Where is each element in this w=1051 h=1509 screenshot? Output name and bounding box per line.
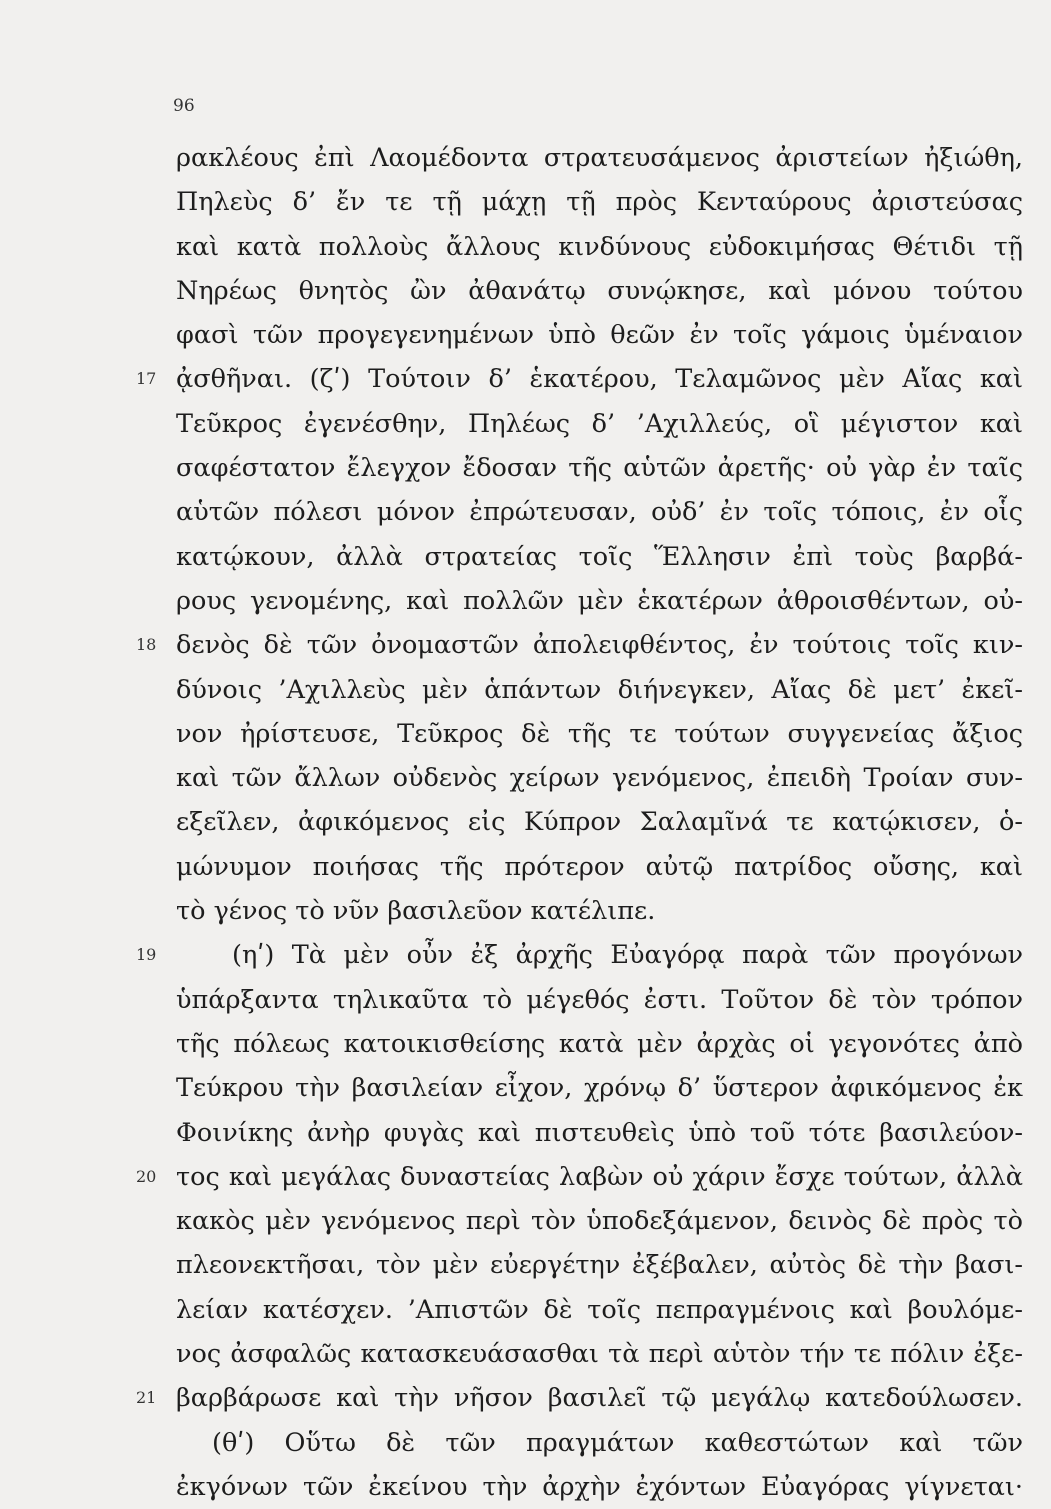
page-number: 96 (173, 96, 195, 116)
line-text: τος καὶ μεγάλας δυναστείας λαβὼν οὐ χάριν ἔσχε τούτων, ἀλλὰ (176, 1161, 1023, 1192)
text-line (176, 402, 1023, 446)
text-line (176, 1288, 1023, 1332)
line-text: ρακλέους ἐπὶ Λαομέδοντα στρατευσάμενος ἀριστείων ἠξιώθη, (176, 143, 1023, 173)
text-line (176, 1243, 1023, 1287)
text-line (176, 180, 1023, 224)
line-text: ᾀσθῆναι. (ζʹ) Τούτοιν δ’ ἑκατέρου, Τελαμῶνος μὲν Αἴας καὶ (176, 364, 1023, 395)
text-line (176, 1199, 1023, 1243)
text-line (176, 490, 1023, 534)
line-text: δενὸς δὲ τῶν ὀνομαστῶν ἀπολειφθέντος, ἐν τούτοις τοῖς κιν- (176, 630, 1023, 661)
line-text: νος ἀσφαλῶς κατασκευάσασθαι τὰ περὶ αὑτὸν τήν τε πόλιν ἐξε- (176, 1339, 1023, 1370)
text-line (176, 978, 1023, 1022)
section-marker: 21 (136, 1388, 157, 1408)
line-text: αὑτῶν πόλεσι μόνον ἐπρώτευσαν, οὐδ’ ἐν τοῖς τόποις, ἐν οἷς (176, 497, 1023, 528)
line-text: Φοινίκης ἀνὴρ φυγὰς καὶ πιστευθεὶς ὑπὸ τοῦ τότε βασιλεύον- (176, 1117, 1023, 1148)
text-line (176, 136, 1023, 180)
section-marker: 18 (136, 635, 157, 655)
line-text: πλεονεκτῆσαι, τὸν μὲν εὐεργέτην ἐξέβαλεν, αὐτὸς δὲ τὴν βασι- (176, 1250, 1023, 1281)
line-text: εξεῖλεν, ἀφικόμενος εἰς Κύπρον Σαλαμῖνά τε κατῴκισεν, ὁ- (176, 807, 1023, 838)
line-text: ἐκγόνων τῶν ἐκείνου τὴν ἀρχὴν ἐχόντων Εὐαγόρας γίγνεται· (176, 1471, 1023, 1502)
text-line (176, 1332, 1023, 1376)
line-text: καὶ κατὰ πολλοὺς ἄλλους κινδύνους εὐδοκιμήσας Θέτιδι τῇ (176, 231, 1023, 262)
text-line (176, 1066, 1023, 1110)
line-text: τῆς πόλεως κατοικισθείσης κατὰ μὲν ἀρχὰς οἱ γεγονότες ἀπὸ (176, 1028, 1023, 1059)
text-line (176, 269, 1023, 313)
text-line (136, 357, 1023, 401)
line-text: μώνυμον ποιήσας τῆς πρότερον αὐτῷ πατρίδος οὔσης, καὶ (176, 851, 1023, 882)
line-text: ὑπάρξαντα τηλικαῦτα τὸ μέγεθός ἐστι. Τοῦτον δὲ τὸν τρόπον (176, 984, 1023, 1015)
line-text: νον ἠρίστευσε, Τεῦκρος δὲ τῆς τε τούτων συγγενείας ἄξιος (176, 718, 1023, 749)
text-line (176, 1465, 1023, 1509)
line-text: κατῴκουν, ἀλλὰ στρατείας τοῖς Ἕλλησιν ἐπὶ τοὺς βαρβά- (176, 541, 1023, 572)
line-text: Τεύκρου τὴν βασιλείαν εἶχον, χρόνῳ δ’ ὕστερον ἀφικόμενος ἐκ (176, 1073, 1023, 1104)
text-line (176, 1421, 1023, 1465)
text-line (176, 712, 1023, 756)
line-text: βαρβάρωσε καὶ τὴν νῆσον βασιλεῖ τῷ μεγάλῳ κατεδούλωσεν. (176, 1383, 1023, 1414)
line-text: δύνοις ’Αχιλλεὺς μὲν ἁπάντων διήνεγκεν, Αἴας δὲ μετ’ ἐκεῖ- (176, 674, 1023, 705)
section-marker: 19 (136, 945, 157, 965)
text-line (176, 535, 1023, 579)
line-text: Τεῦκρος ἐγενέσθην, Πηλέως δ’ ’Αχιλλεύς, οἳ μέγιστον καὶ (176, 408, 1023, 439)
line-text: φασὶ τῶν προγεγενημένων ὑπὸ θεῶν ἐν τοῖς γάμοις ὑμέναιον (176, 320, 1023, 351)
text-body (136, 136, 1023, 1509)
text-line (176, 889, 1023, 933)
line-text: καὶ τῶν ἄλλων οὐδενὸς χείρων γενόμενος, ἐπειδὴ Τροίαν συν- (176, 763, 1023, 794)
line-text: ρους γενομένης, καὶ πολλῶν μὲν ἑκατέρων ἀθροισθέντων, οὐ- (176, 585, 1023, 616)
section-marker: 17 (136, 369, 157, 389)
text-line (176, 1022, 1023, 1066)
text-line (136, 1155, 1023, 1199)
text-line (176, 845, 1023, 889)
text-line (136, 933, 1023, 977)
text-line (176, 579, 1023, 623)
text-line (176, 1111, 1023, 1155)
line-text: (ηʹ) Τὰ μὲν οὖν ἐξ ἀρχῆς Εὐαγόρᾳ παρὰ τῶν προγόνων (232, 940, 1023, 971)
line-text: Νηρέως θνητὸς ὢν ἀθανάτῳ συνῴκησε, καὶ μόνου τούτου (176, 275, 1023, 306)
text-line (176, 668, 1023, 712)
line-text: Πηλεὺς δ’ ἔν τε τῇ μάχῃ τῇ πρὸς Κενταύρους ἀριστεύσας (176, 187, 1023, 218)
line-text: λείαν κατέσχεν. ’Απιστῶν δὲ τοῖς πεπραγμένοις καὶ βουλόμε- (176, 1294, 1023, 1325)
line-text: τὸ γένος τὸ νῦν βασιλεῦον κατέλιπε. (176, 896, 656, 927)
text-line (136, 623, 1023, 667)
line-text: σαφέστατον ἔλεγχον ἔδοσαν τῆς αὑτῶν ἀρετῆς· οὐ γὰρ ἐν ταῖς (176, 453, 1023, 484)
text-line (176, 446, 1023, 490)
text-line (136, 1376, 1023, 1420)
line-text: (θʹ) Οὕτω δὲ τῶν πραγμάτων καθεστώτων καὶ τῶν (212, 1427, 1023, 1458)
section-marker: 20 (136, 1166, 157, 1186)
line-text: κακὸς μὲν γενόμενος περὶ τὸν ὑποδεξάμενον, δεινὸς δὲ πρὸς τὸ (176, 1206, 1023, 1237)
text-line (176, 800, 1023, 844)
text-line (176, 756, 1023, 800)
text-line (176, 313, 1023, 357)
text-line (176, 225, 1023, 269)
